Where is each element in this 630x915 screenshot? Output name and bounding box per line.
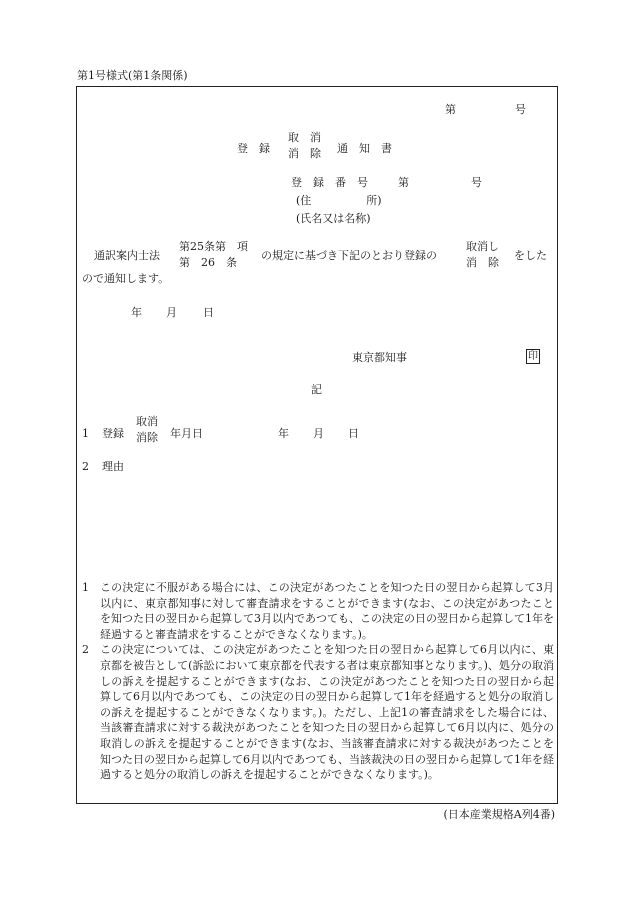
action-option-cancel: 取消し: [466, 240, 499, 253]
item2-number: 2: [82, 460, 89, 473]
date-month: 月: [166, 306, 177, 319]
item1-year: 年: [278, 427, 289, 440]
article-option-25: 第25条第 項: [179, 240, 248, 253]
body-law: 通訳案内士法: [94, 249, 160, 262]
notice-number-dai: 第: [445, 103, 456, 116]
title-option-delete: 消 除: [288, 147, 321, 160]
paper-size-note: (日本産業規格A列4番): [443, 808, 555, 821]
item1-options: [136, 414, 158, 446]
seal-label: 印: [528, 351, 538, 362]
item1-option-delete: 消除: [136, 431, 158, 444]
note-1-text: この決定に不服がある場合には、この決定があつたことを知つた日の翌日から起算して3月以内に、東京都知事に対して審査請求をすることができます(なお、この決定があつたことを知つた日の翌日から起算して3月以内であつても、この決定の日の翌日から起算して1年を経過すると審査請求をすることができなくなります。)。: [100, 581, 554, 641]
signer-name: 東京都知事: [352, 351, 407, 364]
registration-number-label: 登 録 番 号: [291, 176, 368, 189]
item1-month: 月: [313, 427, 324, 440]
note-2: [82, 642, 554, 782]
action-options: [466, 239, 499, 271]
body-ending: をした: [514, 249, 547, 262]
registration-gou: 号: [471, 176, 482, 189]
item1-number: 1: [82, 427, 89, 440]
body-middle: の規定に基づき下記のとおり登録の: [261, 249, 437, 262]
article-options: [179, 239, 248, 271]
body-line2: ので通知します。: [82, 272, 170, 285]
action-option-delete: 消 除: [466, 256, 499, 269]
notes-section: [82, 580, 554, 783]
title-part1: 登 録: [237, 142, 270, 155]
item2-label: 理由: [102, 460, 124, 473]
title-options: [288, 130, 321, 162]
date-day: 日: [203, 306, 214, 319]
form-label: 第1号様式(第1条関係): [77, 69, 188, 82]
note-2-number: 2: [82, 643, 89, 657]
item1-label: 登録: [102, 427, 124, 440]
title-option-cancel: 取 消: [288, 131, 321, 144]
item1-option-cancel: 取消: [136, 415, 158, 428]
address-label: (住 所): [296, 194, 382, 207]
note-2-text: この決定については、この決定があつたことを知つた日の翌日から起算して6月以内に、東京都を被告として(訴訟において東京都を代表する者は東京都知事となります。)、処分の取消しの訴えを提起することができます(なお、この決定があつたことを知つた日の翌日から起算して6月以内であつても、この決定の日の翌日から起算して1年を経過すると処分の取消しの訴えを提起することができなくなります。)。ただし、上記1の審査請求をした場合には、当該審査請求に対する裁決があつたことを知つた日の翌日から起算して6月以内に、処分の取消しの訴えを提起することができます(なお、当該審査請求に対する裁決があつたことを知つた日の翌日から起算して6月以内であつても、当該裁決の日の翌日から起算して1年を経過すると処分の取消しの訴えを提起することができなくなります。)。: [100, 643, 554, 782]
title-part2: 通 知 書: [337, 142, 392, 155]
item1-day: 日: [348, 427, 359, 440]
note-1: [82, 580, 554, 642]
name-label: (氏名又は名称): [296, 212, 371, 225]
note-1-number: 1: [82, 581, 89, 594]
registration-dai: 第: [398, 176, 409, 189]
item1-suffix: 年月日: [170, 427, 203, 440]
seal-mark: [526, 349, 540, 364]
ki-heading: 記: [311, 383, 322, 396]
notice-number-gou: 号: [515, 103, 526, 116]
article-option-26: 第 26 条: [179, 256, 237, 269]
date-year: 年: [131, 306, 142, 319]
